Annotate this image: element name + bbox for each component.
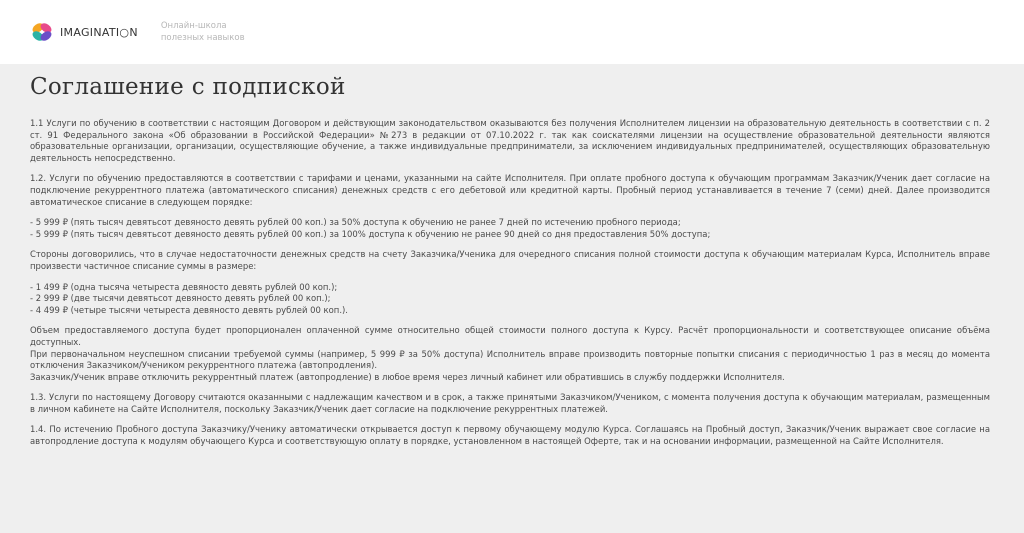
partial-charge-list: [30, 282, 990, 317]
site-header: [0, 0, 1024, 64]
logo-o-icon: ○: [119, 25, 130, 39]
logo[interactable]: [29, 19, 138, 45]
agreement-content: [0, 64, 1024, 448]
access-volume-line2: При первоначальном неуспешном списании требуемой суммы (например, 5 999 ₽ за 50% доступа) Исполнитель вправе производить повторные попытки списания с периодичностью 1 раз в месяц до момента отключения Заказчиком/Учеником рекуррентного платежа (автопродления).: [30, 348, 990, 371]
partial-charge-paragraph: Стороны договорились, что в случае недостаточности денежных средств на счету Заказчика/Ученика для очередного списания полной стоимости доступа к обучающим материалам Курса, Исполнитель вправе произвести частичное списание суммы в размере:: [30, 249, 990, 271]
tagline: [161, 20, 245, 44]
partial-item-2: - 2 999 ₽ (две тысячи девятьсот девяносто девять рублей 00 коп.);: [30, 293, 331, 304]
page-title: Соглашение с подпиской: [30, 74, 346, 100]
price-list: [30, 217, 990, 240]
section-1-2: 1.2. Услуги по обучению предоставляются в соответствии с тарифами и ценами, указанными на сайте Исполнителя. При оплате пробного доступа к обучающим программам Заказчик/Ученик дает согласие на подключение рекуррентного платежа (автоматического списания) денежных средств с его дебетовой или кредитной карты. Пробный период устанавливается в течение 7 (семи) дней. Далее производится автоматическое списание в следующем порядке:: [30, 173, 990, 207]
tagline-line2: полезных навыков: [160, 33, 245, 43]
logo-icon: [29, 19, 55, 45]
logo-text: IMAGINATI○N: [60, 25, 138, 39]
partial-item-3: - 4 499 ₽ (четыре тысячи четыреста девяносто девять рублей 00 коп.).: [30, 304, 348, 315]
access-volume-paragraph: [30, 325, 990, 383]
section-1-4: 1.4. По истечению Пробного доступа Заказчику/Ученику автоматически открывается доступ к первому обучающему модулю Курса. Соглашаясь на Пробный доступ, Заказчик/Ученик выражает свое согласие на автопродление доступа к модулям обучающего Курса и соответствующую оплату в порядке, установленном в настоящей Оферте, так и на основании информации, размещенной на Сайте Исполнителя.: [30, 424, 990, 447]
section-1-1: 1.1 Услуги по обучению в соответствии с настоящим Договором и действующим законодательством оказываются без получения Исполнителем лицензии на образовательную деятельность в соответствии с п. 2 ст. 91 Федерального закона «Об образовании в Российской Федерации» №273 в редакции от 07.10.2022 г. так как соискателями лицензии на осуществление образовательной деятельности являются образовательные организации, организации, осуществляющие обучение, а также индивидуальные предприниматели, за исключением индивидуальных предпринимателей, осуществляющих образовательную деятельность непосредственно.: [30, 118, 990, 163]
tagline-line1: Онлайн-школа: [160, 21, 227, 31]
price-item-2: - 5 999 ₽ (пять тысяч девятьсот девяносто девять рублей 00 коп.) за 100% доступа к обучению не ранее 90 дней со дня предоставления 50% доступа;: [30, 228, 711, 239]
access-volume-line1: Объем предоставляемого доступа будет пропорционален оплаченной сумме относительно общей стоимости полного доступа к Курсу. Расчёт пропорциональности и соответствующее описание объёма доступных.: [30, 325, 990, 347]
partial-item-1: - 1 499 ₽ (одна тысяча четыреста девяносто девять рублей 00 коп.);: [30, 281, 338, 292]
access-volume-line3: Заказчик/Ученик вправе отключить рекуррентный платеж (автопродление) в любое время через личный кабинет или обратившись в службу поддержки Исполнителя.: [30, 371, 785, 382]
section-1-3: 1.3. Услуги по настоящему Договору считаются оказанными с надлежащим качеством и в срок, а также принятыми Заказчиком/Учеником, с момента получения доступа к обучающим материалам, размещенным в личном кабинете на Сайте Исполнителя, поскольку Заказчик/Ученик дает согласие на подключение рекуррентных платежей.: [30, 392, 990, 414]
price-item-1: - 5 999 ₽ (пять тысяч девятьсот девяносто девять рублей 00 коп.) за 50% доступа к обучению не ранее 7 дней по истечению пробного периода;: [30, 217, 681, 228]
